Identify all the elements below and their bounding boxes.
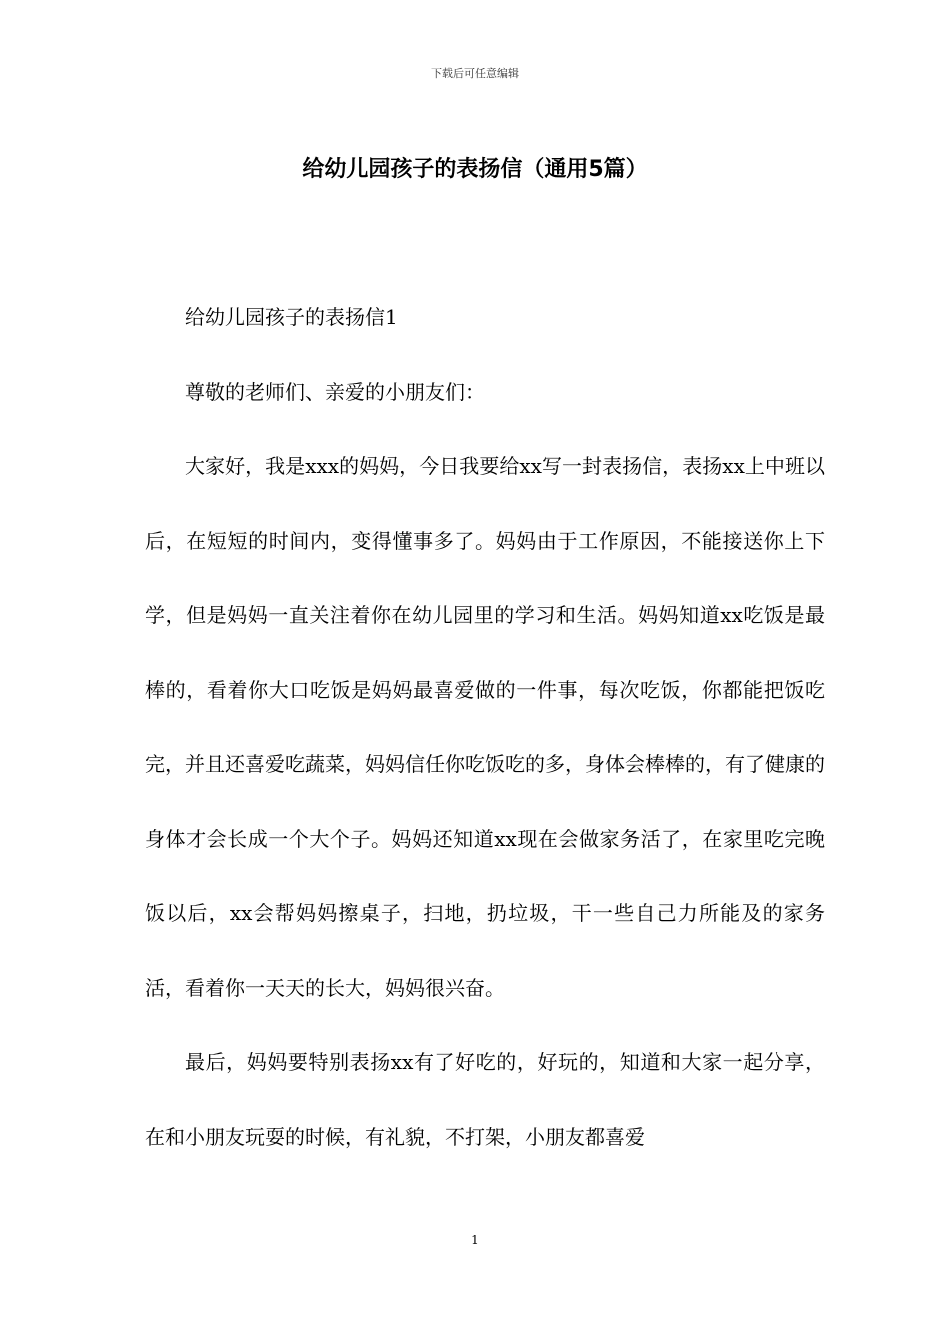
section-heading: 给幼儿园孩子的表扬信1 (185, 305, 398, 329)
body-paragraph-1: 大家好，我是xxx的妈妈，今日我要给xx写一封表扬信，表扬xx上中班以后，在短短的时间内，变得懂事多了。妈妈由于工作原因，不能接送你上下学，但是妈妈一直关注着你在幼儿园里的学习和生活。妈妈知道xx吃饭是最棒的，看着你大口吃饭是妈妈最喜爱做的一件事，每次吃饭，你都能把饭吃完，并且还喜爱吃蔬菜，妈妈信任你吃饭吃的多，身体会棒棒的，有了健康的身体才会长成一个大个子。妈妈还知道xx现在会做家务活了，在家里吃完晚饭以后，xx会帮妈妈擦桌子，扫地，扔垃圾，干一些自己力所能及的家务活，看着你一天天的长大，妈妈很兴奋。 (145, 454, 825, 1000)
document-title: 给幼儿园孩子的表扬信（通用5篇） (302, 157, 648, 182)
body-paragraph-2: 最后，妈妈要特别表扬xx有了好吃的，好玩的，知道和大家一起分享，在和小朋友玩耍的时候，有礼貌，不打架，小朋友都喜爱 (145, 1050, 825, 1149)
header-note: 下载后可任意编辑 (431, 67, 519, 80)
document-body (145, 280, 825, 1174)
salutation: 尊敬的老师们、亲爱的小朋友们： (185, 379, 485, 404)
page-number: 1 (471, 1233, 479, 1247)
